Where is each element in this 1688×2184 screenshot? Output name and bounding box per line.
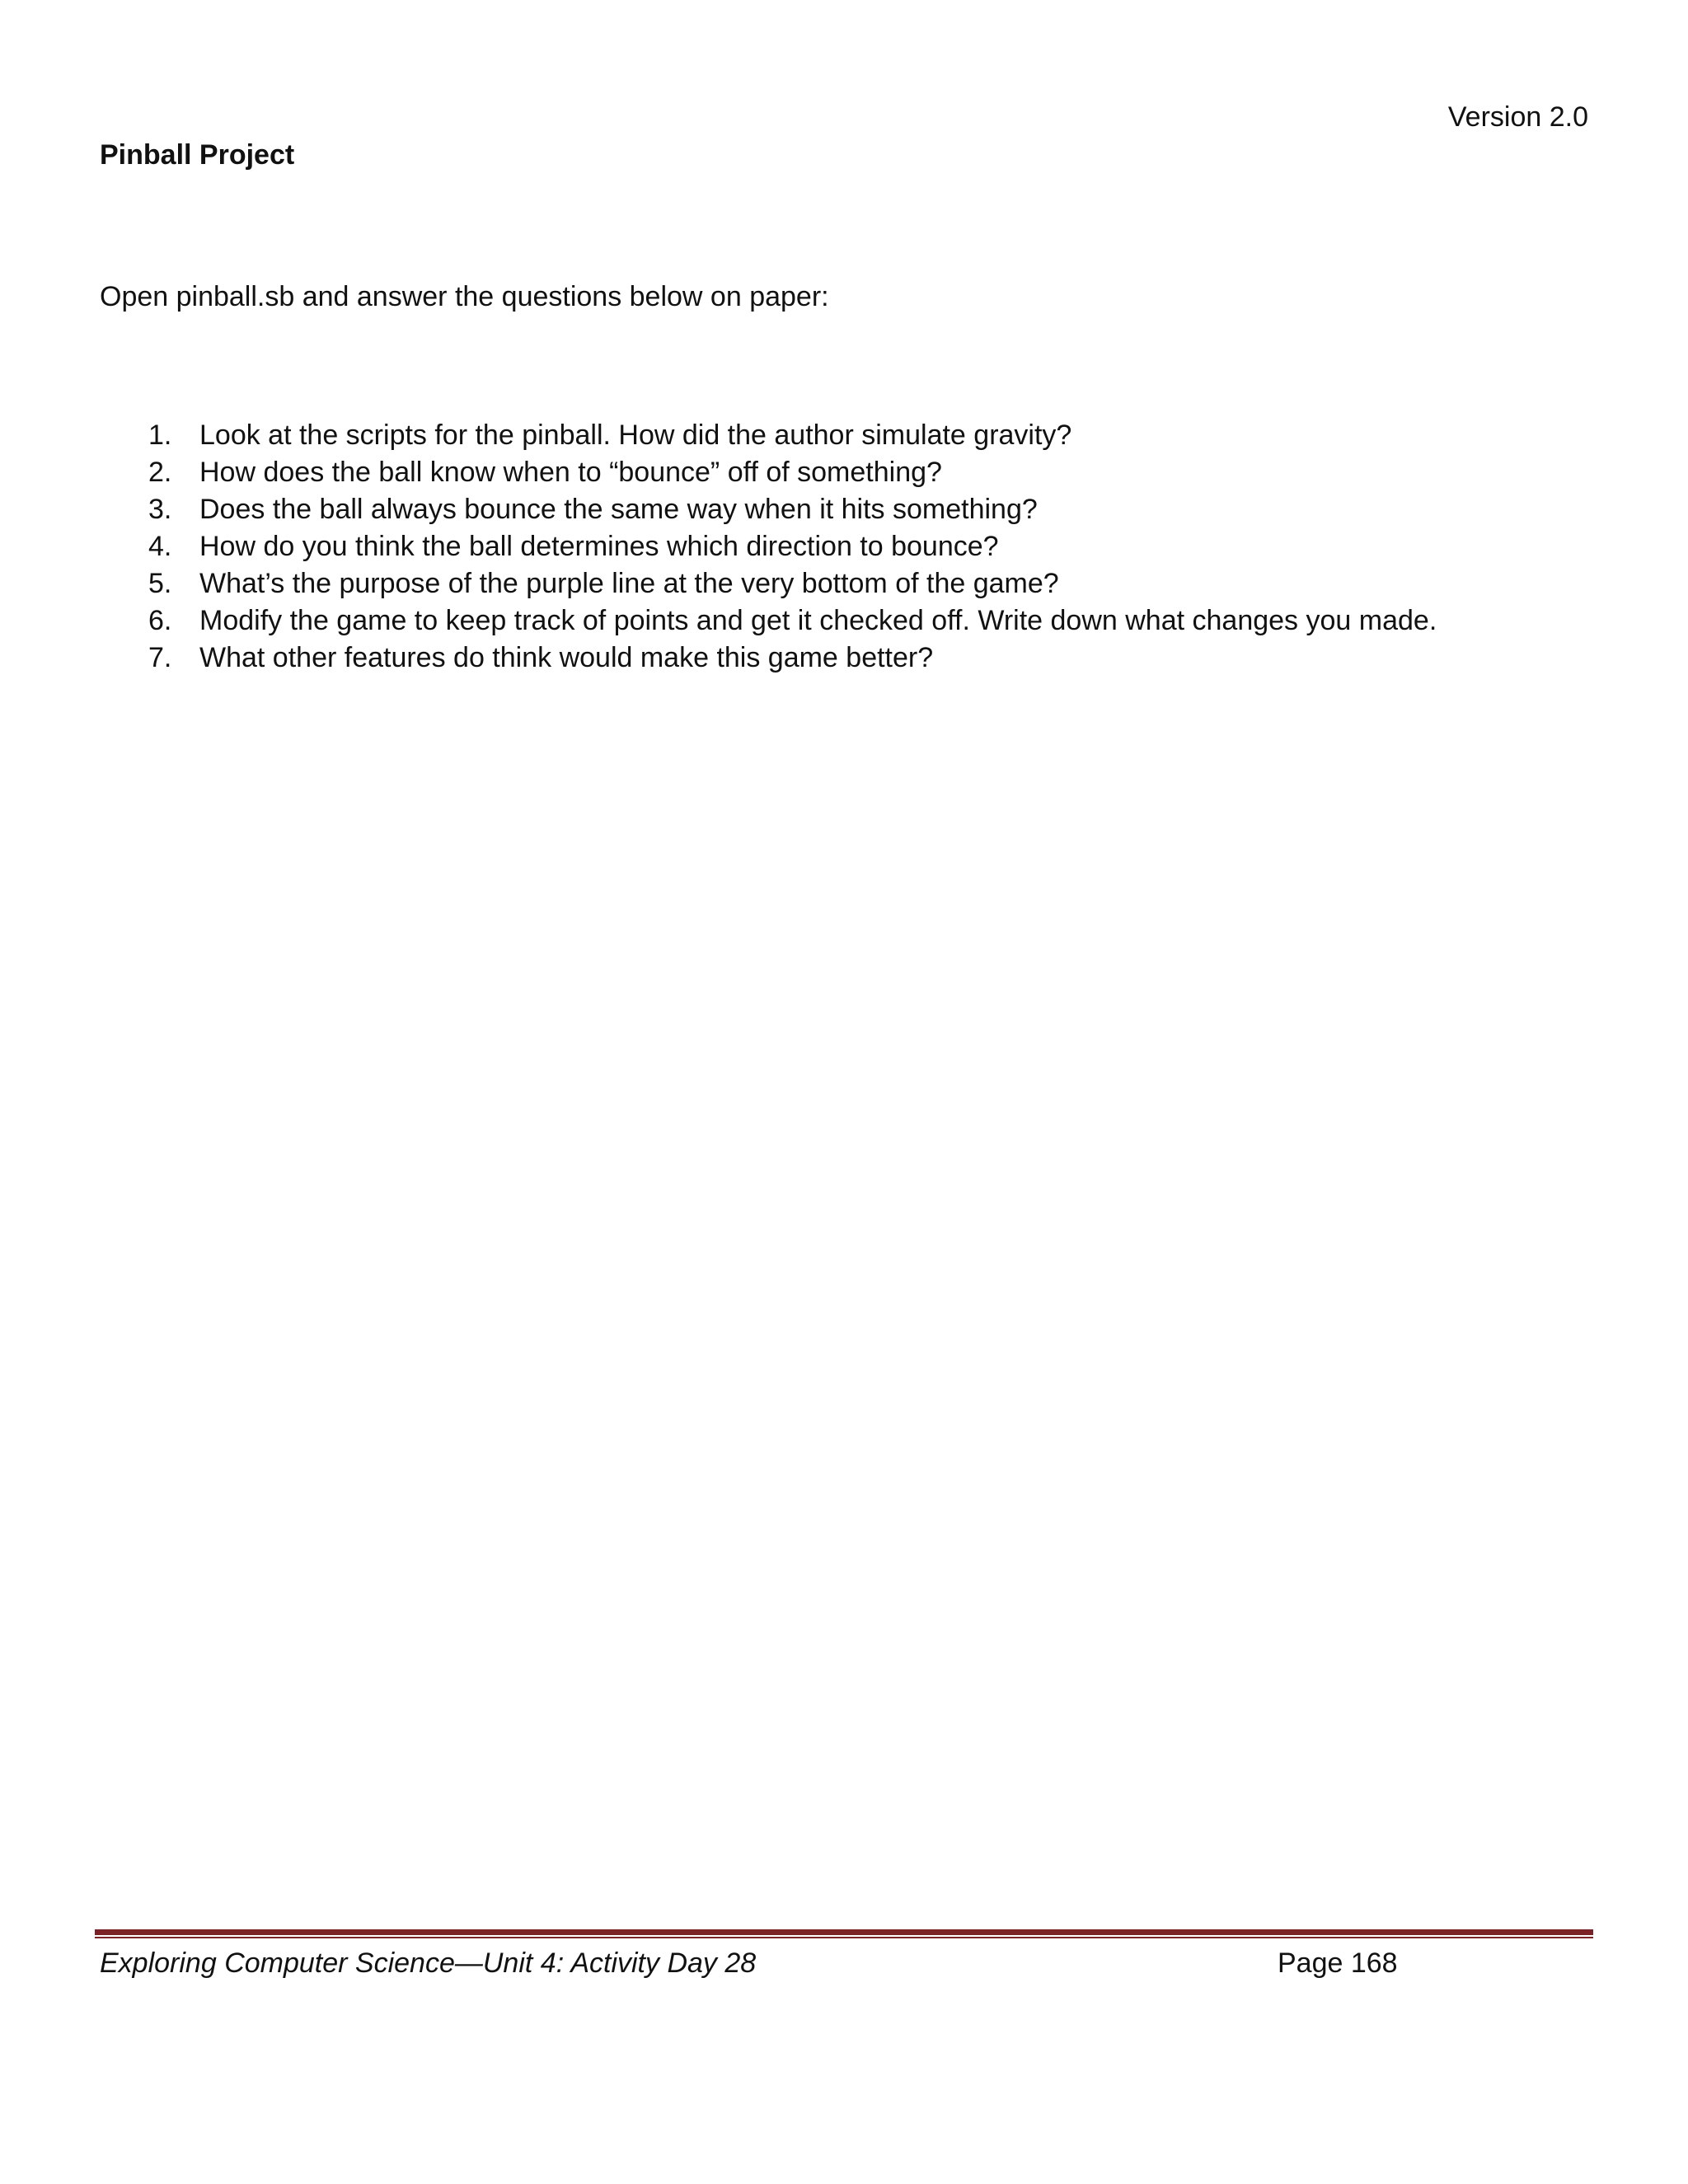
question-item [148, 456, 1437, 493]
footer-page-number: Page 168 [1278, 1947, 1398, 1979]
question-text: Look at the scripts for the pinball. How did the author simulate gravity? [199, 419, 1072, 451]
question-text: How does the ball know when to “bounce” off of something? [199, 457, 942, 488]
question-text: Does the ball always bounce the same way when it hits something? [199, 494, 1038, 525]
footer-divider [95, 1929, 1593, 1938]
footer-divider-thick [95, 1929, 1593, 1935]
page-title: Pinball Project [100, 139, 295, 171]
question-item [148, 530, 1437, 567]
question-item [148, 604, 1437, 641]
version-label: Version 2.0 [1447, 101, 1588, 133]
footer-course-title: Exploring Computer Science—Unit 4: Activity Day 28 [100, 1947, 757, 1979]
question-number: 6. [148, 605, 172, 636]
question-list [148, 419, 1437, 678]
question-item [148, 419, 1437, 456]
intro-instruction: Open pinball.sb and answer the questions below on paper: [100, 281, 829, 312]
question-item [148, 493, 1437, 530]
question-number: 4. [148, 531, 172, 562]
question-text: What other features do think would make this game better? [199, 642, 934, 673]
question-number: 1. [148, 419, 172, 451]
question-number: 3. [148, 494, 172, 525]
question-item [148, 567, 1437, 604]
question-text: Modify the game to keep track of points and get it checked off. Write down what changes you made. [199, 605, 1437, 636]
question-number: 5. [148, 568, 172, 599]
question-text: How do you think the ball determines which direction to bounce? [199, 531, 999, 562]
question-item [148, 641, 1437, 678]
question-number: 2. [148, 457, 172, 488]
question-number: 7. [148, 642, 172, 673]
question-text: What’s the purpose of the purple line at the very bottom of the game? [199, 568, 1059, 599]
footer-divider-thin [95, 1937, 1593, 1938]
